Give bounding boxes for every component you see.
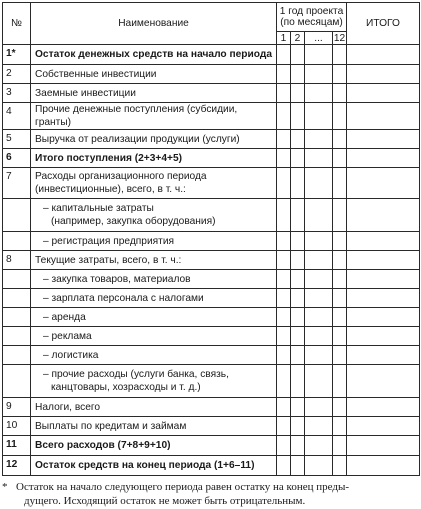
header-period-line1: 1 год проекта: [279, 6, 344, 17]
table-row: [3, 346, 420, 365]
month-cell: [291, 289, 305, 308]
row-name: [31, 251, 277, 270]
table-row: [3, 308, 420, 327]
month-cell: [333, 327, 347, 346]
month-cell: [333, 289, 347, 308]
total-cell: [347, 149, 420, 168]
row-name: [31, 65, 277, 84]
month-cell: [333, 168, 347, 199]
row-name-line: Итого поступления (2+3+4+5): [35, 152, 183, 164]
month-cell: [291, 168, 305, 199]
month-cell: [291, 346, 305, 365]
table-row: [3, 149, 420, 168]
row-name: [31, 289, 277, 308]
row-name-line: Текущие затраты, всего, в т. ч.:: [35, 254, 182, 266]
header-month: 12: [333, 32, 346, 44]
month-cell: [277, 251, 291, 270]
row-name: [31, 398, 277, 417]
month-cell: [333, 149, 347, 168]
row-name-line: Выплаты по кредитам и займам: [35, 420, 187, 432]
row-name: [31, 168, 277, 199]
month-cell: [277, 103, 291, 130]
month-cell: [305, 270, 333, 289]
month-cell: [277, 456, 291, 476]
month-cell: [277, 365, 291, 398]
total-cell: [347, 232, 420, 251]
row-name-line: Заемные инвестиции: [35, 87, 136, 99]
month-cell: [333, 308, 347, 327]
row-name: [31, 103, 277, 130]
row-number: 12: [3, 456, 31, 476]
row-name-line: канцтовары, хозрасходы и т. д.): [51, 382, 201, 393]
total-cell: [347, 346, 420, 365]
month-cell: [291, 270, 305, 289]
row-number: 3: [3, 84, 31, 103]
total-cell: [347, 84, 420, 103]
row-name: [31, 436, 277, 456]
month-cell: [291, 84, 305, 103]
total-cell: [347, 456, 420, 476]
month-cell: [333, 365, 347, 398]
month-cell: [305, 65, 333, 84]
row-name-line: (например, закупка оборудования): [51, 216, 216, 227]
table-row: [3, 398, 420, 417]
total-cell: [347, 168, 420, 199]
row-name: [31, 308, 277, 327]
month-cell: [291, 130, 305, 149]
month-cell: [291, 398, 305, 417]
row-name-line: Собственные инвестиции: [35, 68, 157, 80]
total-cell: [347, 365, 420, 398]
row-name: [31, 130, 277, 149]
month-cell: [291, 45, 305, 65]
header-month: 1: [277, 32, 291, 45]
table-row: [3, 270, 420, 289]
month-cell: [291, 232, 305, 251]
month-cell: [277, 149, 291, 168]
row-name-line: Прочие денежные поступления (субсидии, гранты): [35, 104, 238, 128]
month-cell: [333, 417, 347, 436]
month-cell: [305, 327, 333, 346]
month-cell: [277, 270, 291, 289]
row-number: 1*: [3, 45, 31, 65]
row-name: [31, 456, 277, 476]
header-month: ...: [305, 32, 333, 45]
row-name-line: – прочие расходы (услуги банка, связь,: [43, 369, 229, 380]
table-row: [3, 232, 420, 251]
month-cell: [291, 436, 305, 456]
row-name-line: – зарплата персонала с налогами: [43, 292, 204, 304]
row-name: [31, 149, 277, 168]
month-cell: [277, 289, 291, 308]
month-cell: [277, 199, 291, 232]
month-cell: [333, 232, 347, 251]
month-cell: [305, 289, 333, 308]
month-cell: [291, 417, 305, 436]
footnote-text: [16, 480, 416, 508]
total-cell: [347, 199, 420, 232]
row-number: 6: [3, 149, 31, 168]
row-name-line: Всего расходов (7+8+9+10): [35, 440, 171, 451]
row-name: [31, 199, 277, 232]
month-cell: [277, 398, 291, 417]
month-cell: [291, 456, 305, 476]
header-period: [277, 3, 347, 32]
row-number: 9: [3, 398, 31, 417]
row-name-line: – закупка товаров, материалов: [43, 273, 191, 285]
cash-flow-table: [2, 2, 420, 476]
month-cell: [277, 45, 291, 65]
row-number: [3, 270, 31, 289]
table-row: [3, 199, 420, 232]
row-number: 7: [3, 168, 31, 199]
month-cell: [277, 84, 291, 103]
row-number: 4: [3, 103, 31, 130]
month-cell: [305, 456, 333, 476]
row-name: [31, 270, 277, 289]
month-cell: [277, 130, 291, 149]
row-number: [3, 327, 31, 346]
header-total: ИТОГО: [347, 3, 420, 45]
month-cell: [305, 365, 333, 398]
total-cell: [347, 289, 420, 308]
month-cell: [333, 45, 347, 65]
row-name-line: – аренда: [43, 311, 86, 323]
row-number: 2: [3, 65, 31, 84]
month-cell: [305, 436, 333, 456]
row-number: [3, 232, 31, 251]
row-name: [31, 346, 277, 365]
total-cell: [347, 251, 420, 270]
table-body: [3, 45, 420, 476]
row-name-line: – реклама: [43, 330, 92, 342]
month-cell: [305, 398, 333, 417]
table-row: [3, 84, 420, 103]
month-cell: [333, 398, 347, 417]
month-cell: [291, 149, 305, 168]
table-row: [3, 436, 420, 456]
row-number: [3, 308, 31, 327]
row-name-line: – регистрация предприятия: [43, 235, 175, 247]
month-cell: [291, 327, 305, 346]
row-number: [3, 365, 31, 398]
row-number: 11: [3, 436, 31, 456]
month-cell: [291, 365, 305, 398]
total-cell: [347, 327, 420, 346]
month-cell: [333, 130, 347, 149]
table-row: [3, 327, 420, 346]
row-number: 10: [3, 417, 31, 436]
header-number: №: [3, 3, 31, 45]
row-number: 5: [3, 130, 31, 149]
header-period-line2: (по месяцам): [280, 17, 343, 28]
month-cell: [291, 251, 305, 270]
month-cell: [333, 199, 347, 232]
total-cell: [347, 436, 420, 456]
footnote-line2: дущего. Исходящий остаток не может быть отрицательным.: [24, 495, 306, 507]
row-name-line: Остаток денежных средств на начало периода: [35, 49, 272, 60]
row-number: [3, 199, 31, 232]
row-name-line: Расходы организационного периода: [35, 171, 207, 182]
row-name: [31, 45, 277, 65]
table-row: [3, 65, 420, 84]
row-name-line: Выручка от реализации продукции (услуги): [35, 133, 240, 145]
total-cell: [347, 270, 420, 289]
total-cell: [347, 398, 420, 417]
footnote-line1: Остаток на начало следующего периода равен остатку на конец преды-: [16, 481, 350, 493]
month-cell: [305, 346, 333, 365]
row-name: [31, 365, 277, 398]
row-name-line: (инвестиционные), всего, в т. ч.:: [35, 184, 186, 195]
total-cell: [347, 130, 420, 149]
month-cell: [333, 84, 347, 103]
month-cell: [305, 199, 333, 232]
table-row: [3, 130, 420, 149]
header-month: 2: [291, 32, 305, 45]
month-cell: [277, 168, 291, 199]
month-cell: [291, 103, 305, 130]
month-cell: [333, 65, 347, 84]
row-name: [31, 327, 277, 346]
row-name-line: Налоги, всего: [35, 401, 101, 413]
header-name: Наименование: [31, 3, 277, 45]
table-row: [3, 417, 420, 436]
row-number: [3, 346, 31, 365]
month-cell: [305, 251, 333, 270]
month-cell: [305, 417, 333, 436]
month-cell: [277, 308, 291, 327]
table-row: [3, 103, 420, 130]
month-cell: [277, 417, 291, 436]
table-row: [3, 168, 420, 199]
month-cell: [305, 168, 333, 199]
total-cell: [347, 45, 420, 65]
month-cell: [277, 65, 291, 84]
month-cell: [333, 456, 347, 476]
row-name-line: Остаток средств на конец периода (1+6–11): [35, 460, 255, 471]
month-cell: [291, 65, 305, 84]
month-cell: [277, 436, 291, 456]
month-cell: [333, 251, 347, 270]
row-name: [31, 417, 277, 436]
month-cell: [305, 149, 333, 168]
total-cell: [347, 308, 420, 327]
month-cell: [305, 45, 333, 65]
table-row: [3, 289, 420, 308]
row-number: 8: [3, 251, 31, 270]
month-cell: [291, 199, 305, 232]
month-cell: [333, 270, 347, 289]
month-cell: [305, 84, 333, 103]
month-cell: [333, 103, 347, 130]
table-row: [3, 251, 420, 270]
row-number: [3, 289, 31, 308]
total-cell: [347, 417, 420, 436]
month-cell: [305, 130, 333, 149]
month-cell: [277, 346, 291, 365]
month-cell: [277, 232, 291, 251]
row-name-line: – капитальные затраты: [43, 203, 154, 214]
month-cell: [333, 346, 347, 365]
total-cell: [347, 65, 420, 84]
row-name-line: – логистика: [43, 349, 99, 361]
month-cell: [305, 232, 333, 251]
month-cell: [305, 308, 333, 327]
row-name: [31, 232, 277, 251]
total-cell: [347, 103, 420, 130]
month-cell: [333, 436, 347, 456]
month-cell: [291, 308, 305, 327]
table-row: [3, 456, 420, 476]
footnote-mark: *: [2, 481, 8, 493]
table-row: [3, 365, 420, 398]
table-row: [3, 45, 420, 65]
row-name: [31, 84, 277, 103]
month-cell: [277, 327, 291, 346]
month-cell: [305, 103, 333, 130]
